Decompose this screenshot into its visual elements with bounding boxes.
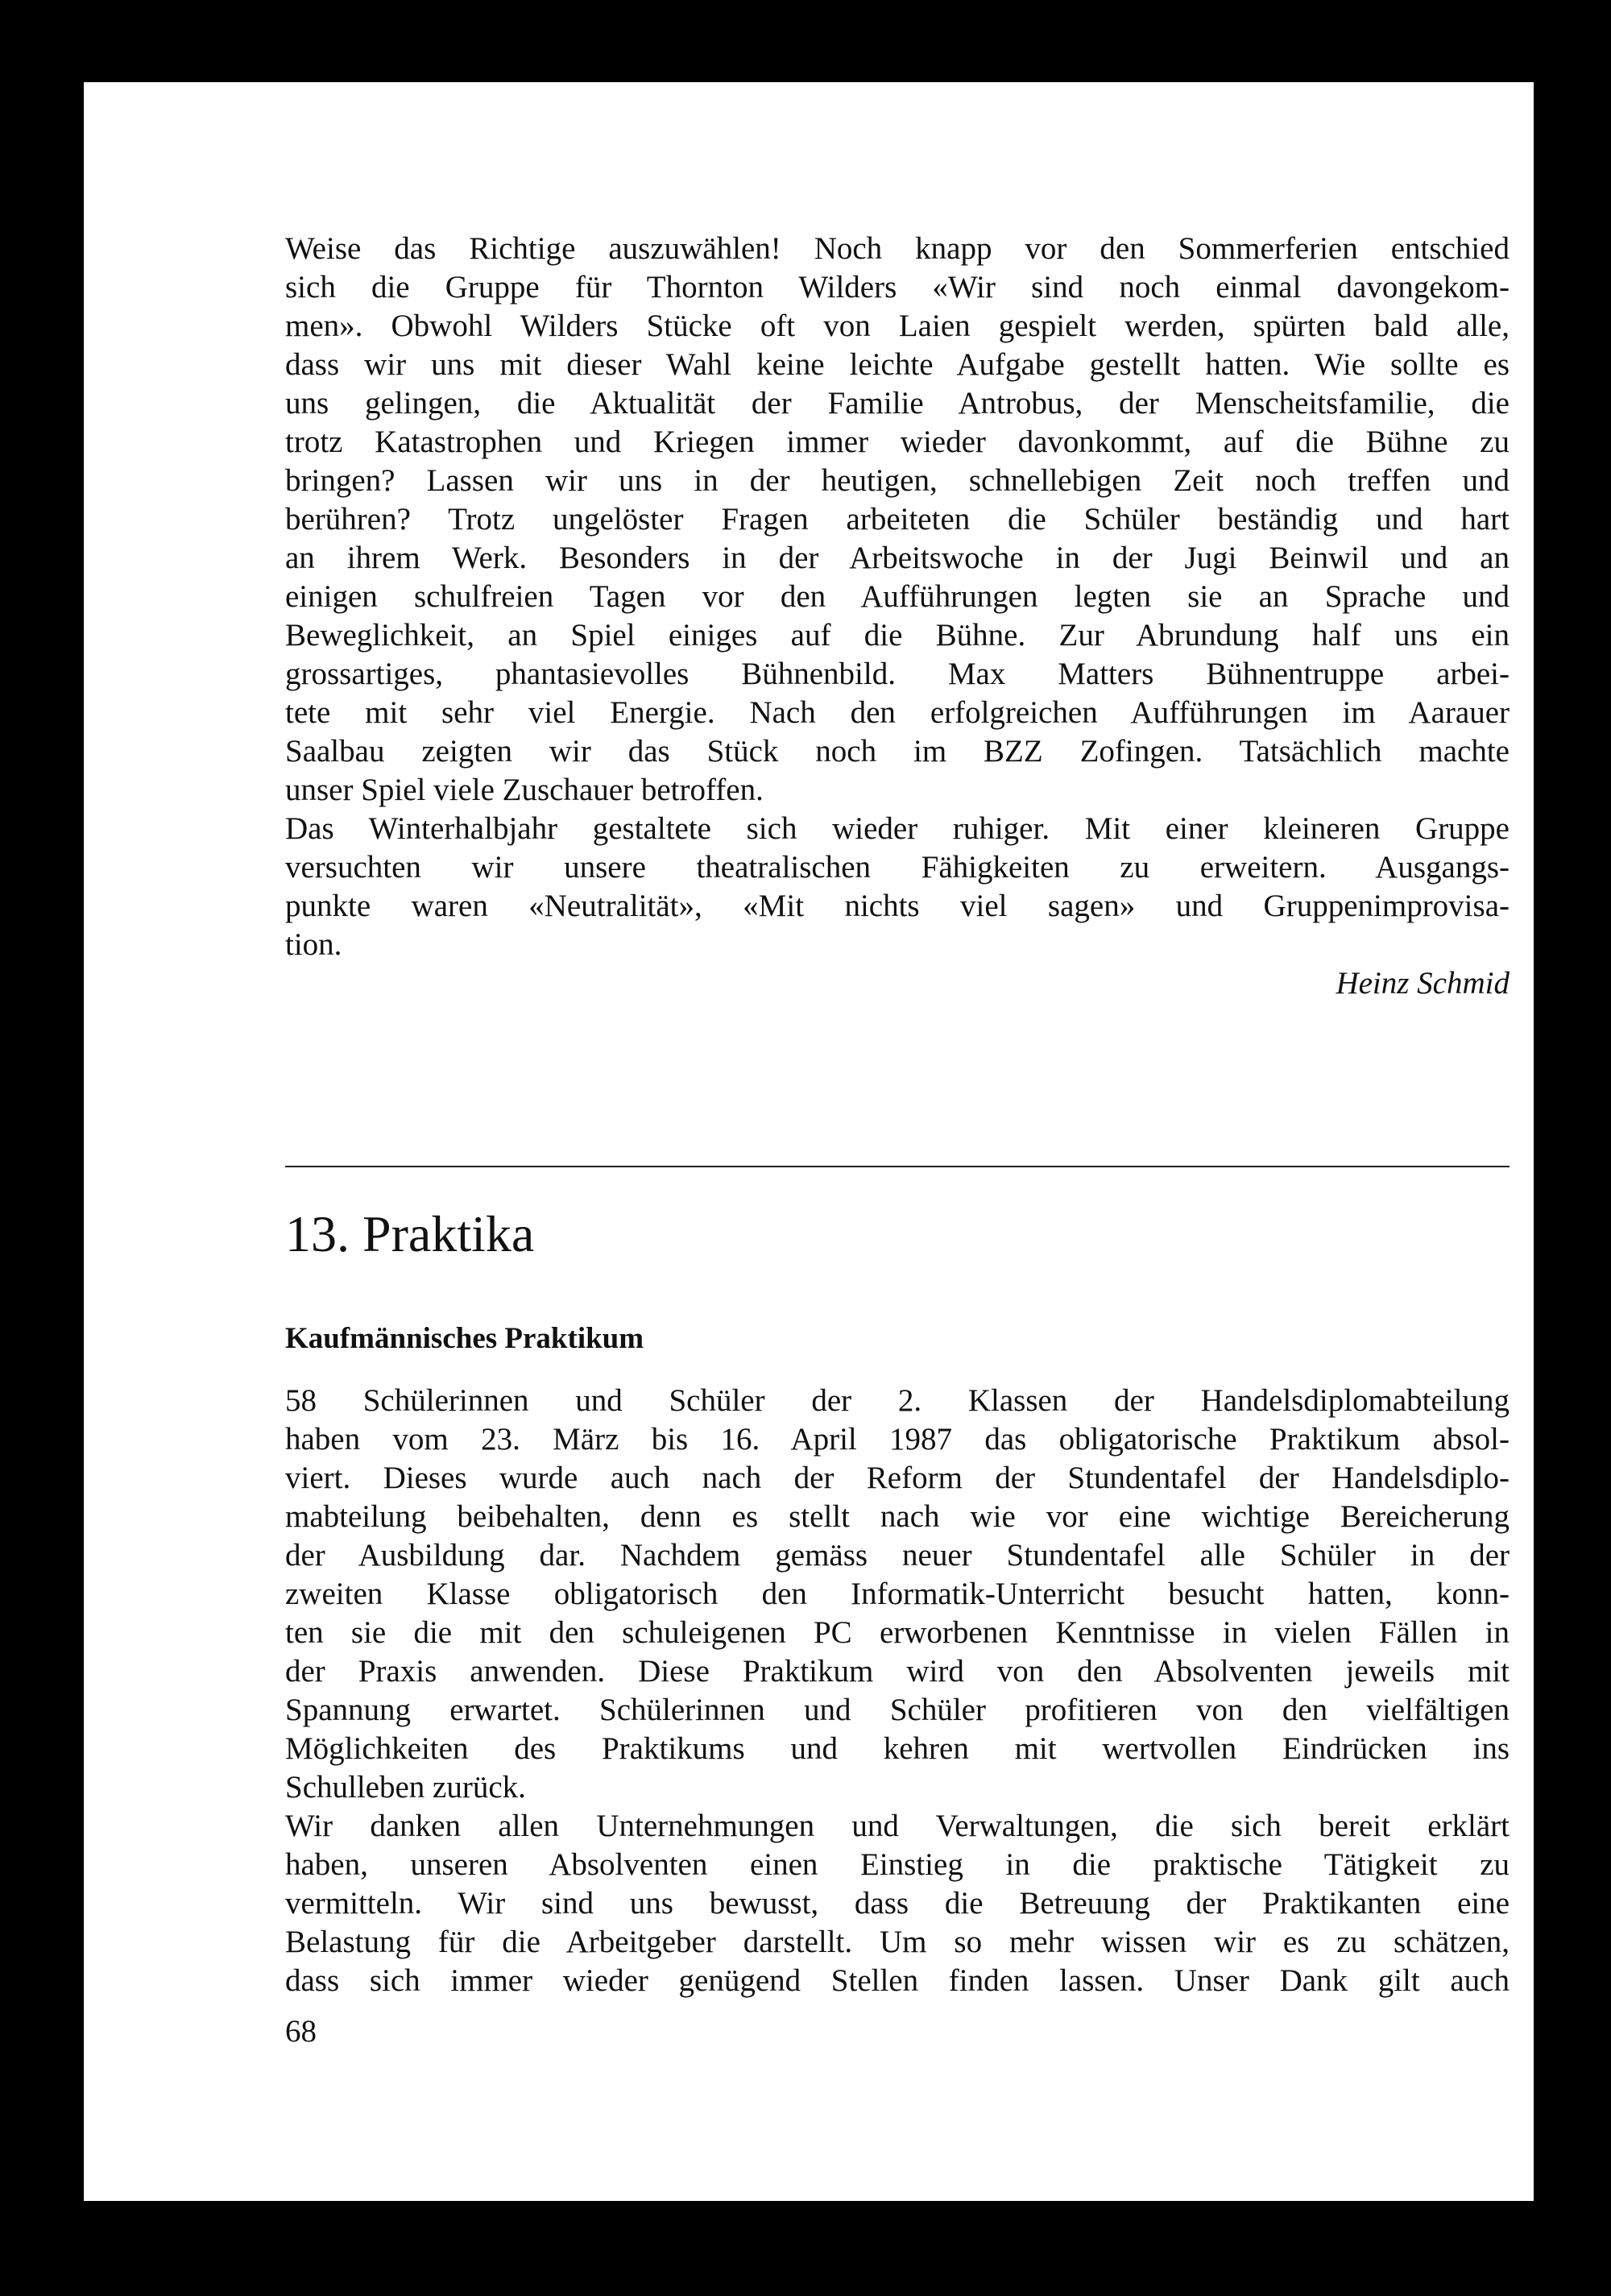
paragraph-3-line: haben vom 23. März bis 16. April 1987 das obligatorische Praktikum absol- (285, 1422, 1510, 1457)
section-divider (285, 1166, 1510, 1167)
paragraph-1-line: an ihrem Werk. Besonders in der Arbeitswoche in der Jugi Beinwil und an (285, 541, 1510, 575)
paragraph-3-line: mabteilung beibehalten, denn es stellt nach wie vor eine wichtige Bereicherung (285, 1499, 1510, 1534)
section-title: 13. Praktika (285, 1205, 535, 1262)
paragraph-3-line: 58 Schülerinnen und Schüler der 2. Klassen der Handelsdiplomabteilung (285, 1383, 1510, 1418)
paragraph-2-line: versuchten wir unsere theatralischen Fähigkeiten zu erweitern. Ausgangs- (285, 850, 1510, 885)
paragraph-3-line: Möglichkeiten des Praktikums und kehren mit wertvollen Eindrücken ins (285, 1731, 1510, 1766)
paragraph-1-line: berühren? Trotz ungelöster Fragen arbeiteten die Schüler beständig und hart (285, 502, 1510, 537)
page-number: 68 (285, 2014, 317, 2049)
paragraph-1-line: einigen schulfreien Tagen vor den Aufführungen legten sie an Sprache und (285, 579, 1510, 614)
paragraph-3-line: Schulleben zurück. (285, 1770, 526, 1805)
paragraph-1-line: trotz Katastrophen und Kriegen immer wieder davonkommt, auf die Bühne zu (285, 425, 1510, 459)
paragraph-4-line: vermitteln. Wir sind uns bewusst, dass die Betreuung der Praktikanten eine (285, 1886, 1510, 1921)
paragraph-1-line: tete mit sehr viel Energie. Nach den erfolgreichen Aufführungen im Aarauer (285, 695, 1510, 730)
paragraph-4-line: haben, unseren Absolventen einen Einstieg in die praktische Tätigkeit zu (285, 1847, 1510, 1882)
paragraph-3-line: der Ausbildung dar. Nachdem gemäss neuer Stundentafel alle Schüler in der (285, 1538, 1510, 1573)
paragraph-1-line: grossartiges, phantasievolles Bühnenbild. Max Matters Bühnentruppe arbei- (285, 657, 1510, 691)
author-signature: Heinz Schmid (1336, 966, 1510, 1001)
paragraph-2-line: punkte waren «Neutralität», «Mit nichts viel sagen» und Gruppenimprovisa- (285, 889, 1510, 923)
paragraph-4-line: Belastung für die Arbeitgeber darstellt. Um so mehr wissen wir es zu schätzen, (285, 1925, 1510, 1959)
paragraph-1-line: Saalbau zeigten wir das Stück noch im BZZ Zofingen. Tatsächlich machte (285, 734, 1510, 769)
paragraph-3-line: der Praxis anwenden. Diese Praktikum wird von den Absolventen jeweils mit (285, 1654, 1510, 1689)
paragraph-1-line: uns gelingen, die Aktualität der Familie Antrobus, der Menscheitsfamilie, die (285, 386, 1510, 421)
paragraph-3-line: Spannung erwartet. Schülerinnen und Schüler profitieren von den vielfältigen (285, 1693, 1510, 1727)
paragraph-2-line: Das Winterhalbjahr gestaltete sich wieder ruhiger. Mit einer kleineren Gruppe (285, 811, 1510, 846)
paragraph-1-line: dass wir uns mit dieser Wahl keine leichte Aufgabe gestellt hatten. Wie sollte es (285, 347, 1510, 382)
paragraph-1-line: men». Obwohl Wilders Stücke oft von Laien gespielt werden, spürten bald alle, (285, 309, 1510, 343)
paragraph-3-line: viert. Dieses wurde auch nach der Reform der Stundentafel der Handelsdiplo- (285, 1461, 1510, 1495)
paragraph-4-line: dass sich immer wieder genügend Stellen finden lassen. Unser Dank gilt auch (285, 1963, 1510, 1998)
paragraph-1-line: unser Spiel viele Zuschauer betroffen. (285, 773, 764, 807)
paragraph-4-line: Wir danken allen Unternehmungen und Verwaltungen, die sich bereit erklärt (285, 1809, 1510, 1843)
paragraph-1-line: sich die Gruppe für Thornton Wilders «Wir sind noch einmal davongekom- (285, 270, 1510, 305)
paragraph-1-line: Beweglichkeit, an Spiel einiges auf die Bühne. Zur Abrundung half uns ein (285, 618, 1510, 653)
document-page (84, 82, 1534, 2201)
subsection-title: Kaufmännisches Praktikum (285, 1322, 644, 1355)
paragraph-3-line: zweiten Klasse obligatorisch den Informatik-Unterricht besucht hatten, konn- (285, 1577, 1510, 1611)
paragraph-1-line: bringen? Lassen wir uns in der heutigen, schnellebigen Zeit noch treffen und (285, 463, 1510, 498)
paragraph-1-line: Weise das Richtige auszuwählen! Noch knapp vor den Sommerferien entschied (285, 231, 1510, 266)
paragraph-2-line: tion. (285, 927, 342, 962)
paragraph-3-line: ten sie die mit den schuleigenen PC erworbenen Kenntnisse in vielen Fällen in (285, 1615, 1510, 1650)
